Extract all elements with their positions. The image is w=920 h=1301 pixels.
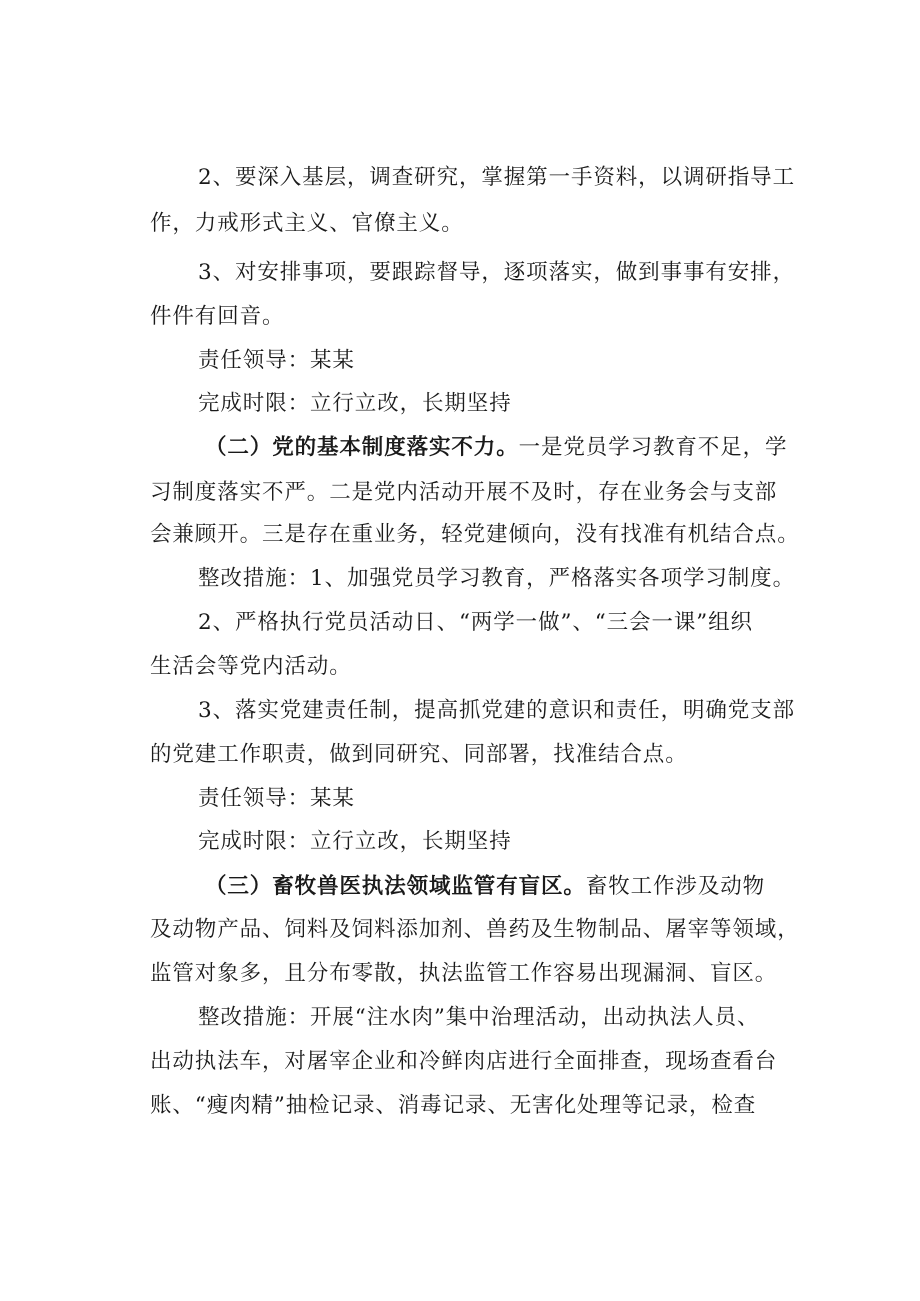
- paragraph-line: 账、“瘦肉精”抽检记录、消毒记录、无害化处理等记录，检查: [150, 1093, 757, 1118]
- section-2-line: [205, 430, 787, 466]
- paragraph-line: 整改措施：1、加强党员学习教育，严格落实各项学习制度。: [198, 566, 795, 591]
- section-3-heading: （三）畜牧兽医执法领域监管有盲区。: [205, 874, 586, 899]
- responsible-leader: 责任领导：某某: [198, 786, 355, 811]
- paragraph-line: 作，力戒形式主义、官僚主义。: [150, 211, 464, 236]
- paragraph-line: 监管对象多，且分布零散，执法监管工作容易出现漏洞、盲区。: [150, 961, 778, 986]
- section-3-text: 畜牧工作涉及动物: [585, 874, 766, 899]
- responsible-leader: 责任领导：某某: [198, 348, 355, 373]
- section-2-text: 一是党员学习教育不足，学: [518, 435, 788, 460]
- paragraph-line: 出动执法车，对屠宰企业和冷鲜肉店进行全面排查，现场查看台: [150, 1049, 778, 1074]
- paragraph-line: 的党建工作职责，做到同研究、同部署，找准结合点。: [150, 742, 688, 767]
- section-2-heading: （二）党的基本制度落实不力。: [205, 435, 519, 460]
- deadline: 完成时限：立行立改，长期坚持: [198, 391, 512, 416]
- paragraph-line: 3、落实党建责任制，提高抓党建的意识和责任，明确党支部: [198, 698, 795, 723]
- paragraph-line: 件件有回音。: [150, 304, 285, 329]
- paragraph-line: 整改措施：开展“注水肉”集中治理活动，出动执法人员、: [198, 1005, 760, 1030]
- paragraph-line: 习制度落实不严。二是党内活动开展不及时，存在业务会与支部: [150, 480, 778, 505]
- paragraph-line: 2、严格执行党员活动日、“两学一做”、“三会一课”组织: [198, 610, 753, 635]
- paragraph-line: 会兼顾开。三是存在重业务，轻党建倾向，没有找准有机结合点。: [150, 522, 800, 547]
- paragraph-line: 2、要深入基层，调查研究，掌握第一手资料，以调研指导工: [198, 165, 795, 190]
- paragraph-line: 及动物产品、饲料及饲料添加剂、兽药及生物制品、屠宰等领域，: [150, 917, 800, 942]
- paragraph-line: 3、对安排事项，要跟踪督导，逐项落实，做到事事有安排，: [198, 260, 795, 285]
- paragraph-line: 生活会等党内活动。: [150, 654, 352, 679]
- deadline: 完成时限：立行立改，长期坚持: [198, 829, 512, 854]
- section-3-line: [205, 869, 765, 905]
